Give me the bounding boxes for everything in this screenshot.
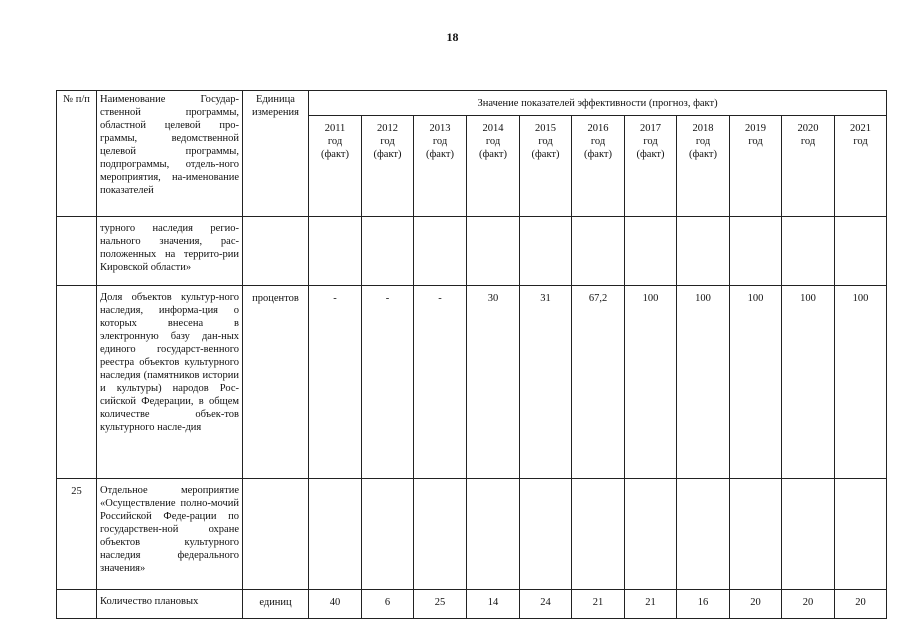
row-value: 100 [835, 286, 887, 479]
row-value [677, 217, 730, 286]
row-value [467, 479, 520, 590]
header-year-year: 2019 [745, 123, 766, 134]
header-year-year: 2013 [429, 123, 451, 134]
table-row [57, 479, 887, 590]
header-year-note: (факт) [688, 149, 717, 160]
header-year-2011 [309, 116, 362, 217]
row-value: 30 [467, 286, 520, 479]
header-year-note: (факт) [531, 149, 560, 160]
header-year-2019 [730, 116, 782, 217]
row-value: 21 [625, 590, 677, 619]
row-unit [243, 217, 309, 286]
row-value: 100 [782, 286, 835, 479]
row-unit [243, 479, 309, 590]
row-value [782, 479, 835, 590]
header-year-word: год [485, 136, 501, 147]
header-year-2016 [572, 116, 625, 217]
table-row [57, 217, 887, 286]
header-year-note: (факт) [583, 149, 612, 160]
header-year-note: (факт) [373, 149, 402, 160]
header-year-word: год [327, 136, 343, 147]
row-value: - [309, 286, 362, 479]
row-value [414, 217, 467, 286]
header-year-year: 2020 [797, 123, 819, 134]
row-value [730, 479, 782, 590]
header-num: № п/п [57, 91, 97, 217]
header-year-year: 2021 [850, 123, 872, 134]
row-value: 100 [730, 286, 782, 479]
row-value: 100 [677, 286, 730, 479]
row-value [414, 479, 467, 590]
header-year-2018 [677, 116, 730, 217]
header-year-word: год [590, 136, 606, 147]
row-value: 40 [309, 590, 362, 619]
row-num [57, 590, 97, 619]
row-value [362, 479, 414, 590]
header-year-note: (факт) [425, 149, 454, 160]
row-name: Доля объектов культур-ного наследия, информа-ция о которых внесена в электронную базу дан-ных единого государст-венного реестра объектов культурного наследия (памятников истории и культуры) народов Рос-сийской Федерации, в общем количестве объек-тов культурного насле-дия [97, 286, 243, 479]
row-value [835, 217, 887, 286]
header-year-2017 [625, 116, 677, 217]
row-value [572, 217, 625, 286]
row-value [309, 479, 362, 590]
row-unit: единиц [243, 590, 309, 619]
header-year-2015 [520, 116, 572, 217]
header-year-note: (факт) [320, 149, 349, 160]
row-value: 25 [414, 590, 467, 619]
row-value [677, 479, 730, 590]
row-name: турного наследия регио-нального значения, рас-положенных на террито-рии Кировской области» [97, 217, 243, 286]
header-year-year: 2017 [640, 123, 661, 134]
row-num [57, 286, 97, 479]
header-year-note: (факт) [636, 149, 665, 160]
row-value [730, 217, 782, 286]
header-year-2012 [362, 116, 414, 217]
row-value: 21 [572, 590, 625, 619]
row-value: 14 [467, 590, 520, 619]
row-value: 6 [362, 590, 414, 619]
header-year-2014 [467, 116, 520, 217]
page-number: 18 [446, 30, 459, 44]
header-year-word: год [643, 136, 658, 147]
header-year-word: год [748, 136, 763, 147]
header-unit: Единица измерения [243, 91, 309, 217]
row-value [572, 479, 625, 590]
row-value [625, 217, 677, 286]
row-value [835, 479, 887, 590]
header-year-2020 [782, 116, 835, 217]
indicators-table [56, 90, 887, 619]
row-unit: процентов [243, 286, 309, 479]
row-value [782, 217, 835, 286]
header-values-group: Значение показателей эффективности (прогноз, факт) [309, 91, 887, 116]
row-value [520, 479, 572, 590]
header-year-note: (факт) [478, 149, 507, 160]
row-value [467, 217, 520, 286]
table-row [57, 590, 887, 619]
header-year-year: 2016 [587, 123, 609, 134]
header-year-year: 2011 [324, 123, 346, 134]
row-num [57, 217, 97, 286]
row-name: Количество плановых [97, 590, 243, 619]
header-year-word: год [432, 136, 448, 147]
row-value: 20 [835, 590, 887, 619]
header-year-year: 2014 [482, 123, 504, 134]
row-num: 25 [57, 479, 97, 590]
header-year-year: 2015 [535, 123, 556, 134]
header-name: Наименование Государ-ственной программы, областной целевой про-граммы, ведомственной целевой программы, подпрограммы, отдель-ного мероприятия, на-именование показателей [97, 91, 243, 217]
row-name: Отдельное мероприятие «Осуществление полно-мочий Российской Феде-рации по государствен-ной охране объектов культурного наследия федерального значения» [97, 479, 243, 590]
header-year-word: год [538, 136, 553, 147]
row-value: 100 [625, 286, 677, 479]
row-value [520, 217, 572, 286]
row-value: 24 [520, 590, 572, 619]
header-year-2021 [835, 116, 887, 217]
header-row-1 [57, 91, 887, 116]
row-value: 31 [520, 286, 572, 479]
table-row [57, 286, 887, 479]
header-year-2013 [414, 116, 467, 217]
row-value: - [362, 286, 414, 479]
row-value: 67,2 [572, 286, 625, 479]
header-year-word: год [695, 136, 711, 147]
row-value: 20 [782, 590, 835, 619]
header-year-word: год [853, 136, 868, 147]
row-value [362, 217, 414, 286]
header-year-word: год [800, 136, 816, 147]
row-value [309, 217, 362, 286]
header-year-word: год [380, 136, 395, 147]
row-value: 20 [730, 590, 782, 619]
row-value: - [414, 286, 467, 479]
header-year-year: 2018 [692, 123, 714, 134]
header-year-year: 2012 [377, 123, 398, 134]
row-value [625, 479, 677, 590]
row-value: 16 [677, 590, 730, 619]
